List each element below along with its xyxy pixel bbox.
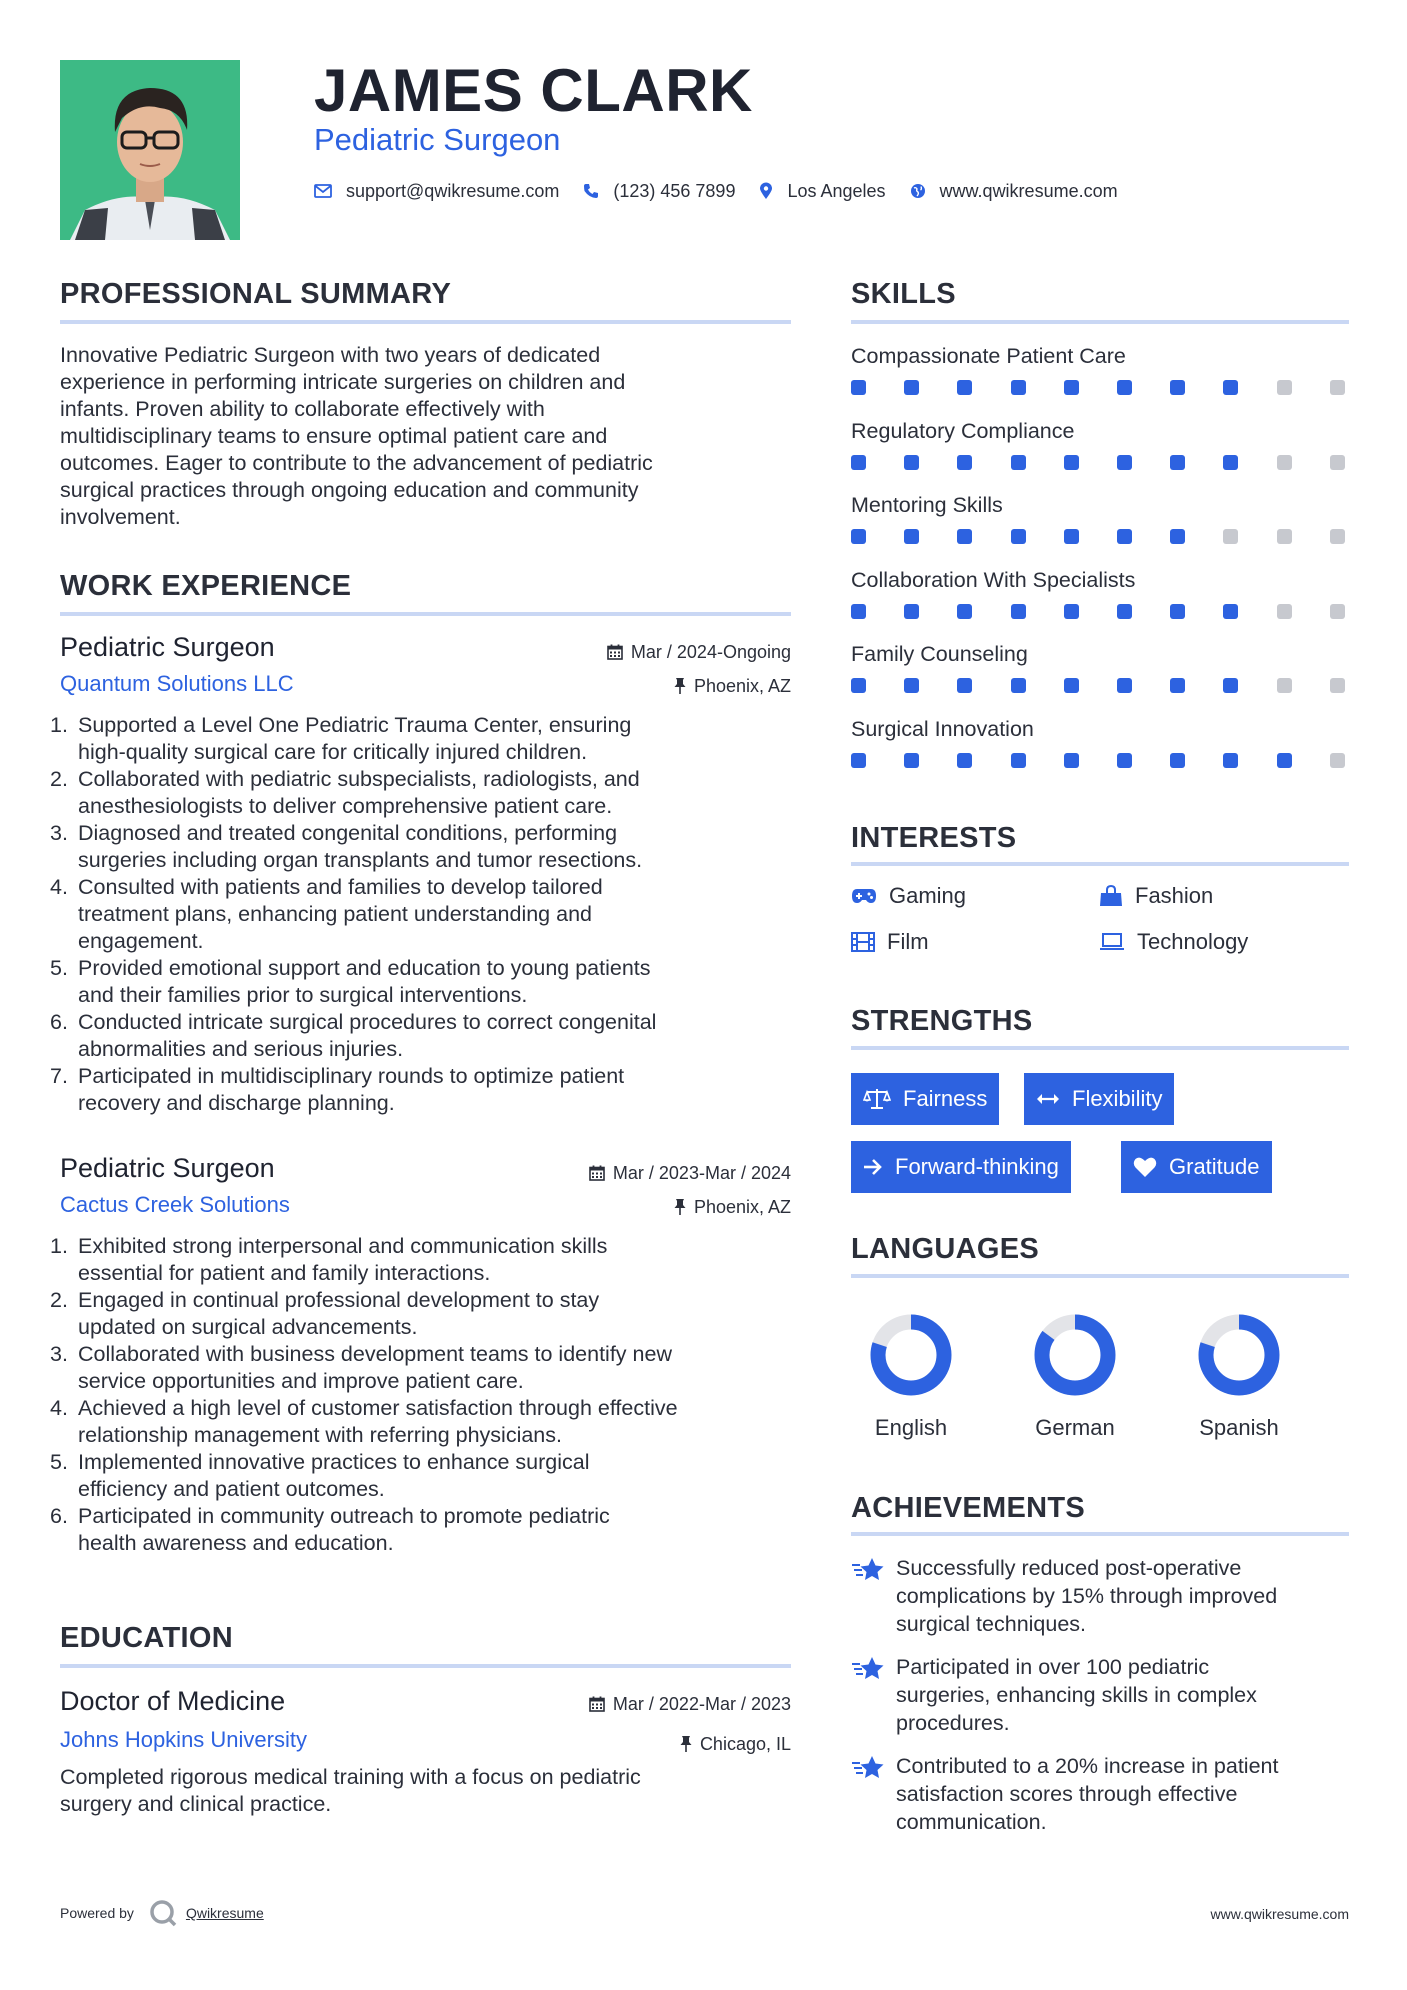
rating-dot-filled	[957, 604, 972, 619]
rating-dot-filled	[1064, 753, 1079, 768]
achievement-line: Successfully reduced post-operative	[896, 1556, 1242, 1580]
language-level-ring	[1030, 1310, 1120, 1400]
contact-website-text: www.qwikresume.com	[939, 181, 1118, 201]
achievement-line: Contributed to a 20% increase in patient	[896, 1754, 1279, 1778]
work-heading: WORK EXPERIENCE	[60, 570, 352, 602]
bullet-line: Implemented innovative practices to enhance surgical	[78, 1450, 590, 1474]
bullet-line: service opportunities and improve patient care.	[78, 1369, 524, 1393]
job-company: Quantum Solutions LLC	[60, 671, 294, 696]
languages-divider	[851, 1274, 1349, 1278]
balance-scale-icon	[863, 1088, 891, 1110]
education-description	[60, 1764, 641, 1818]
skill-rating	[851, 380, 1349, 396]
achievement-line: surgeries, enhancing skills in complex	[896, 1683, 1257, 1707]
list-item	[50, 766, 791, 820]
shopping-bag-icon	[1099, 885, 1123, 907]
calendar-icon	[589, 1696, 605, 1712]
rating-dot-empty	[1330, 753, 1345, 768]
bullet-number: 1.	[50, 713, 68, 737]
laptop-icon	[1099, 933, 1125, 951]
skills-list	[851, 342, 1349, 782]
rating-dot-filled	[1011, 604, 1026, 619]
thumbtack-icon	[674, 677, 686, 695]
rating-dot-filled	[851, 604, 866, 619]
summary-line: surgical practices through ongoing education and community	[60, 478, 639, 502]
bullet-line: abnormalities and serious injuries.	[78, 1037, 404, 1061]
job-location	[674, 674, 791, 698]
achievements-divider	[851, 1532, 1349, 1536]
rating-dot-filled	[1170, 380, 1185, 395]
skill-item	[851, 417, 1349, 471]
rating-dot-filled	[1223, 380, 1238, 395]
bullet-number: 5.	[50, 1450, 68, 1474]
thumbtack-icon	[674, 1198, 686, 1216]
achievement-line: surgical techniques.	[896, 1612, 1087, 1636]
rating-dot-filled	[1011, 678, 1026, 693]
strength-tag	[1121, 1141, 1272, 1193]
job-bullets	[50, 712, 791, 1117]
achievement-text	[896, 1653, 1349, 1737]
contact-phone-text: (123) 456 7899	[613, 181, 736, 201]
job-location	[674, 1195, 791, 1219]
summary-divider	[60, 320, 791, 324]
education-divider	[60, 1664, 791, 1668]
rating-dot-filled	[1064, 604, 1079, 619]
rating-dot-filled	[1277, 753, 1292, 768]
heart-icon	[1133, 1156, 1157, 1178]
rating-dot-filled	[904, 455, 919, 470]
interests-heading: INTERESTS	[851, 822, 1017, 854]
achievement-item	[851, 1752, 1349, 1836]
interests-divider	[851, 862, 1349, 866]
skills-heading: SKILLS	[851, 278, 956, 310]
achievement-line: satisfaction scores through effective	[896, 1782, 1238, 1806]
language-name: German	[1035, 1415, 1115, 1440]
rating-dot-empty	[1330, 529, 1345, 544]
interest-item	[851, 928, 929, 956]
achievements-list	[851, 1554, 1349, 1854]
bullet-line: treatment plans, enhancing patient understanding and	[78, 902, 592, 926]
bullet-number: 4.	[50, 875, 68, 899]
list-item	[50, 820, 791, 874]
job-date	[607, 640, 791, 664]
skill-item	[851, 640, 1349, 694]
summary-line: involvement.	[60, 505, 181, 529]
job-title: Pediatric Surgeon	[60, 1153, 275, 1183]
skill-name: Collaboration With Specialists	[851, 567, 1136, 592]
skill-name: Surgical Innovation	[851, 716, 1034, 741]
bullet-line: engagement.	[78, 929, 204, 953]
arrow-right-icon	[863, 1158, 883, 1176]
job-location-text: Phoenix, AZ	[693, 1197, 791, 1217]
bullet-line: Supported a Level One Pediatric Trauma Center, ensuring	[78, 713, 632, 737]
rating-dot-filled	[904, 753, 919, 768]
bullet-number: 4.	[50, 1396, 68, 1420]
achievement-item	[851, 1653, 1349, 1737]
skill-name: Compassionate Patient Care	[851, 344, 1126, 368]
arrows-horizontal-icon	[1036, 1092, 1060, 1106]
job-date	[589, 1161, 791, 1185]
job-entry-1	[50, 630, 791, 1130]
summary-line: infants. Proven ability to collaborate effectively with	[60, 397, 545, 421]
bullet-line: Achieved a high level of customer satisfaction through effective	[78, 1396, 678, 1420]
bullet-line: anesthesiologists to deliver comprehensive patient care.	[78, 794, 613, 818]
school-name: Johns Hopkins University	[60, 1727, 307, 1752]
skill-rating	[851, 604, 1349, 620]
rating-dot-filled	[957, 753, 972, 768]
achievement-star-icon	[851, 1556, 885, 1584]
job-date-text: Mar / 2023-Mar / 2024	[612, 1163, 791, 1183]
rating-dot-empty	[1330, 380, 1345, 395]
summary-heading: PROFESSIONAL SUMMARY	[60, 278, 452, 310]
rating-dot-filled	[1223, 604, 1238, 619]
education-location-text: Chicago, IL	[699, 1734, 791, 1754]
rating-dot-empty	[1277, 678, 1292, 693]
rating-dot-filled	[1011, 380, 1026, 395]
skill-name: Mentoring Skills	[851, 493, 1003, 517]
achievement-line: Participated in over 100 pediatric	[896, 1655, 1210, 1679]
bullet-number: 2.	[50, 1288, 68, 1312]
strength-label: Forward-thinking	[895, 1154, 1059, 1179]
education-date-text: Mar / 2022-Mar / 2023	[612, 1694, 791, 1714]
bullet-number: 7.	[50, 1064, 68, 1088]
list-item	[50, 712, 791, 766]
bullet-line: Participated in multidisciplinary rounds to optimize patient	[78, 1064, 625, 1088]
bullet-line: high-quality surgical care for critically injured children.	[78, 740, 588, 764]
interest-label: Fashion	[1135, 883, 1214, 908]
skill-rating	[851, 455, 1349, 471]
bullet-line: Conducted intricate surgical procedures to correct congenital	[78, 1010, 657, 1034]
achievement-star-icon	[851, 1655, 885, 1683]
phone-icon	[583, 183, 599, 199]
contact-phone[interactable]	[583, 178, 735, 204]
interests-list	[851, 882, 1349, 972]
footer-powered-by	[60, 1898, 264, 1928]
globe-icon	[910, 183, 926, 199]
contact-website[interactable]	[910, 178, 1118, 204]
language-level-ring	[1194, 1310, 1284, 1400]
bullet-line: Collaborated with business development teams to identify new	[78, 1342, 672, 1366]
job-entry-2	[50, 1151, 791, 1571]
rating-dot-filled	[904, 529, 919, 544]
candidate-title: Pediatric Surgeon	[314, 122, 561, 157]
summary-line: multidisciplinary teams to ensure optimal patient care and	[60, 424, 608, 448]
rating-dot-empty	[1277, 604, 1292, 619]
bullet-line: Provided emotional support and education to young patients	[78, 956, 651, 980]
bullet-line: recovery and discharge planning.	[78, 1091, 395, 1115]
achievement-text	[896, 1554, 1349, 1638]
languages-list	[851, 1310, 1349, 1450]
bullet-line: updated on surgical advancements.	[78, 1315, 418, 1339]
interest-label: Technology	[1137, 929, 1249, 954]
candidate-name: JAMES CLARK	[314, 57, 753, 124]
work-divider	[60, 612, 791, 616]
interest-item	[851, 882, 966, 910]
skill-rating	[851, 678, 1349, 694]
achievement-line: complications by 15% through improved	[896, 1584, 1278, 1608]
strengths-divider	[851, 1046, 1349, 1050]
summary-text	[60, 342, 791, 531]
contact-email-text: support@qwikresume.com	[346, 181, 560, 201]
rating-dot-filled	[904, 678, 919, 693]
achievement-text	[896, 1752, 1349, 1836]
interest-label: Film	[887, 929, 929, 954]
strength-label: Fairness	[903, 1086, 988, 1111]
bullet-line: Participated in community outreach to promote pediatric	[78, 1504, 610, 1528]
strength-tag	[1024, 1073, 1174, 1125]
list-item	[50, 1449, 791, 1503]
education-location	[680, 1732, 791, 1756]
rating-dot-empty	[1330, 455, 1345, 470]
bullet-line: essential for patient and family interactions.	[78, 1261, 491, 1285]
bullet-line: Engaged in continual professional development to stay	[78, 1288, 600, 1312]
rating-dot-filled	[957, 678, 972, 693]
bullet-number: 6.	[50, 1504, 68, 1528]
language-name: Spanish	[1199, 1415, 1279, 1440]
degree-title: Doctor of Medicine	[60, 1686, 286, 1716]
summary-line: experience in performing intricate surgeries on children and	[60, 370, 626, 394]
rating-dot-filled	[1011, 455, 1026, 470]
rating-dot-filled	[851, 455, 866, 470]
bullet-line: relationship management with referring physicians.	[78, 1423, 562, 1447]
job-title: Pediatric Surgeon	[60, 632, 275, 662]
footer-brand-link[interactable]: Qwikresume	[185, 1905, 264, 1921]
rating-dot-filled	[1117, 753, 1132, 768]
gamepad-icon	[851, 888, 877, 904]
strength-tag	[851, 1141, 1071, 1193]
qwikresume-logo-icon	[148, 1898, 178, 1928]
bullet-number: 3.	[50, 821, 68, 845]
rating-dot-filled	[1170, 455, 1185, 470]
rating-dot-empty	[1277, 529, 1292, 544]
bullet-line: health awareness and education.	[78, 1531, 394, 1555]
interest-label: Gaming	[889, 883, 967, 908]
rating-dot-filled	[1064, 380, 1079, 395]
achievement-star-icon	[851, 1754, 885, 1782]
bullet-number: 3.	[50, 1342, 68, 1366]
achievement-line: communication.	[896, 1810, 1047, 1834]
rating-dot-filled	[1117, 678, 1132, 693]
job-location-text: Phoenix, AZ	[693, 676, 791, 696]
education-entry	[60, 1684, 791, 1824]
bullet-number: 6.	[50, 1010, 68, 1034]
rating-dot-filled	[1117, 529, 1132, 544]
contact-location-text: Los Angeles	[787, 181, 886, 201]
rating-dot-filled	[904, 380, 919, 395]
rating-dot-filled	[1223, 753, 1238, 768]
achievement-line: procedures.	[896, 1711, 1010, 1735]
list-item	[50, 1503, 791, 1557]
rating-dot-filled	[957, 380, 972, 395]
skill-name: Family Counseling	[851, 642, 1028, 666]
list-item	[50, 1009, 791, 1063]
bullet-number: 5.	[50, 956, 68, 980]
list-item	[50, 1395, 791, 1449]
education-date	[589, 1692, 791, 1716]
rating-dot-filled	[957, 529, 972, 544]
rating-dot-filled	[851, 678, 866, 693]
footer-website[interactable]: www.qwikresume.com	[1210, 1906, 1349, 1922]
strengths-list	[851, 1073, 1349, 1195]
rating-dot-filled	[1064, 529, 1079, 544]
list-item	[50, 955, 791, 1009]
skills-divider	[851, 320, 1349, 324]
bullet-line: surgeries including organ transplants and tumor resections.	[78, 848, 643, 872]
education-line: surgery and clinical practice.	[60, 1792, 332, 1816]
contact-bar	[314, 178, 1142, 204]
rating-dot-filled	[1223, 455, 1238, 470]
summary-line: outcomes. Eager to contribute to the advancement of pediatric	[60, 451, 653, 475]
list-item	[50, 1341, 791, 1395]
skill-rating	[851, 529, 1349, 545]
language-item	[851, 1310, 971, 1442]
job-bullets	[50, 1233, 791, 1557]
rating-dot-filled	[1117, 455, 1132, 470]
achievement-item	[851, 1554, 1349, 1638]
rating-dot-filled	[1170, 604, 1185, 619]
strengths-heading: STRENGTHS	[851, 1005, 1033, 1037]
skill-item	[851, 566, 1349, 620]
bullet-line: efficiency and patient outcomes.	[78, 1477, 385, 1501]
skill-rating	[851, 753, 1349, 769]
rating-dot-filled	[1117, 380, 1132, 395]
list-item	[50, 874, 791, 955]
skill-item	[851, 491, 1349, 545]
rating-dot-filled	[1064, 455, 1079, 470]
languages-heading: LANGUAGES	[851, 1233, 1039, 1265]
rating-dot-filled	[851, 529, 866, 544]
list-item	[50, 1063, 791, 1117]
powered-by-text: Powered by	[60, 1905, 134, 1921]
bullet-line: and their families prior to surgical interventions.	[78, 983, 528, 1007]
language-item	[1179, 1310, 1299, 1442]
language-level-ring	[866, 1310, 956, 1400]
map-marker-icon	[759, 182, 773, 200]
rating-dot-filled	[851, 380, 866, 395]
skill-name: Regulatory Compliance	[851, 418, 1075, 443]
rating-dot-filled	[1223, 678, 1238, 693]
bullet-line: Collaborated with pediatric subspecialists, radiologists, and	[78, 767, 640, 791]
rating-dot-empty	[1330, 604, 1345, 619]
bullet-line: Exhibited strong interpersonal and communication skills	[78, 1234, 608, 1258]
rating-dot-filled	[851, 753, 866, 768]
summary-line: Innovative Pediatric Surgeon with two years of dedicated	[60, 343, 601, 367]
education-line: Completed rigorous medical training with a focus on pediatric	[60, 1765, 641, 1789]
job-company: Cactus Creek Solutions	[60, 1192, 290, 1217]
language-item	[1015, 1310, 1135, 1442]
strength-label: Flexibility	[1072, 1086, 1163, 1111]
profile-photo	[60, 60, 240, 240]
strength-tag	[851, 1073, 999, 1125]
rating-dot-filled	[957, 455, 972, 470]
rating-dot-filled	[1011, 529, 1026, 544]
job-date-text: Mar / 2024-Ongoing	[630, 642, 791, 662]
contact-email[interactable]	[314, 178, 559, 204]
rating-dot-filled	[1117, 604, 1132, 619]
rating-dot-empty	[1223, 529, 1238, 544]
bullet-line: Diagnosed and treated congenital conditions, performing	[78, 821, 618, 845]
rating-dot-filled	[1064, 678, 1079, 693]
rating-dot-empty	[1277, 380, 1292, 395]
rating-dot-filled	[1170, 753, 1185, 768]
calendar-icon	[607, 644, 623, 660]
skill-item	[851, 342, 1349, 396]
strength-label: Gratitude	[1169, 1154, 1260, 1179]
rating-dot-empty	[1330, 678, 1345, 693]
bullet-line: Consulted with patients and families to develop tailored	[78, 875, 603, 899]
rating-dot-filled	[1170, 529, 1185, 544]
list-item	[50, 1233, 791, 1287]
contact-location	[759, 178, 885, 204]
envelope-icon	[314, 184, 332, 198]
rating-dot-filled	[904, 604, 919, 619]
skill-item	[851, 715, 1349, 769]
calendar-icon	[589, 1165, 605, 1181]
bullet-number: 1.	[50, 1234, 68, 1258]
film-icon	[851, 932, 875, 952]
education-heading: EDUCATION	[60, 1622, 233, 1654]
rating-dot-empty	[1277, 455, 1292, 470]
interest-item	[1099, 928, 1248, 956]
achievements-heading: ACHIEVEMENTS	[851, 1492, 1086, 1524]
list-item	[50, 1287, 791, 1341]
interest-item	[1099, 882, 1213, 910]
rating-dot-filled	[1011, 753, 1026, 768]
bullet-number: 2.	[50, 767, 68, 791]
rating-dot-filled	[1170, 678, 1185, 693]
language-name: English	[874, 1415, 948, 1440]
thumbtack-icon	[680, 1735, 692, 1753]
